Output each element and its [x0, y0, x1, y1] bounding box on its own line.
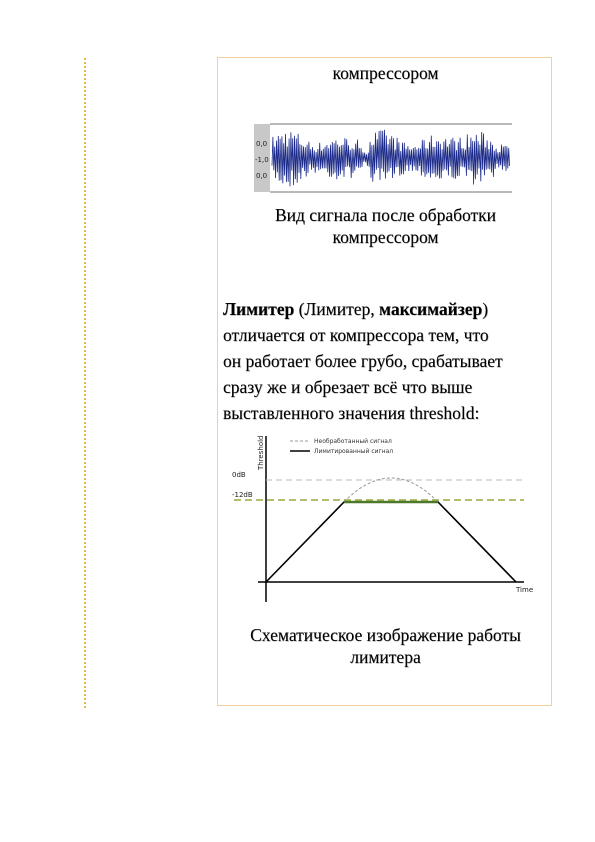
term-maximizer: максимайзер: [379, 299, 483, 319]
paragraph-line3: он работает более грубо, срабатывает: [223, 351, 503, 371]
waveform-scale-label-top: 0,0: [256, 140, 268, 148]
compressed-waveform-image: [254, 124, 512, 192]
limiter-schematic-diagram: [230, 430, 534, 608]
paragraph-paren-open: (Лимитер,: [294, 299, 380, 319]
paragraph-line4: сразу же и обрезает всё что выше: [223, 377, 473, 397]
term-limiter: Лимитер: [223, 299, 295, 319]
limiter-paragraph: [223, 296, 553, 426]
caption-limiter-line2: лимитера: [350, 647, 421, 667]
waveform-scale-label-mid: -1,0: [255, 156, 269, 164]
paragraph-paren-close: ): [482, 299, 489, 319]
y-axis-label: Threshold: [257, 435, 265, 470]
paragraph-line2: отличается от компрессора тем, что: [223, 325, 489, 345]
tick-0db: 0dB: [232, 471, 246, 479]
caption-compressor-line1: Вид сигнала после обработки: [274, 205, 497, 225]
legend-limited-label: Лимитированный сигнал: [314, 448, 394, 455]
legend-unprocessed-label: Необработанный сигнал: [314, 438, 392, 445]
caption-compressor-line2: компрессором: [332, 227, 439, 247]
caption-compressor: [218, 204, 553, 248]
caption-limiter: [218, 624, 553, 668]
heading-compressor: компрессором: [332, 63, 439, 83]
paragraph-line5: выставленного значения threshold:: [223, 403, 480, 423]
x-axis-label: Time: [516, 586, 534, 594]
caption-limiter-line1: Схематическое изображение работы: [250, 625, 521, 645]
margin-dotted-rule: [84, 58, 86, 708]
waveform-scale-label-bottom: 0,0: [256, 172, 268, 180]
tick-minus12db: -12dB: [232, 491, 253, 499]
paragraph-line1: [223, 296, 553, 322]
content-panel: [217, 57, 552, 706]
